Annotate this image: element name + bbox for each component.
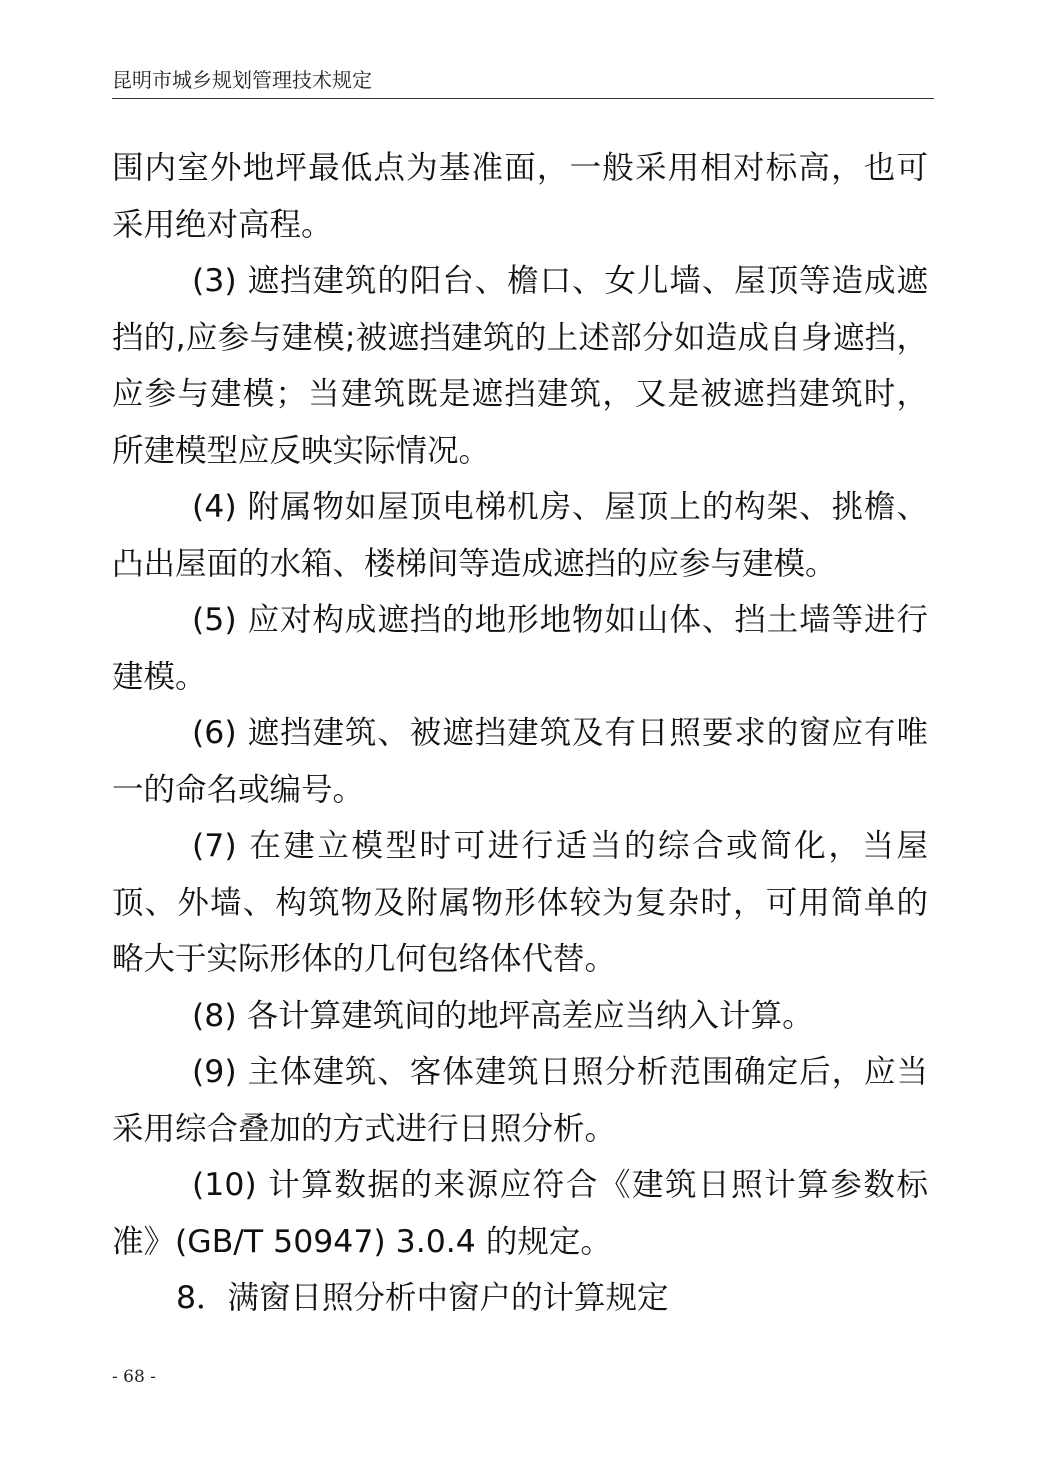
paragraph-item-6: (6) 遮挡建筑、被遮挡建筑及有日照要求的窗应有唯一的命名或编号。: [112, 715, 928, 808]
page-number: - 68 -: [112, 1367, 156, 1387]
paragraph-item-10: (10) 计算数据的来源应符合《建筑日照计算参数标准》(GB/T 50947) 3.0.4 的规定。: [112, 1167, 928, 1260]
paragraph-item-3: (3) 遮挡建筑的阳台、檐口、女儿墙、屋顶等造成遮挡的,应参与建模;被遮挡建筑的上述部分如造成自身遮挡，应参与建模；当建筑既是遮挡建筑，又是被遮挡建筑时，所建模型应反映实际情况。: [112, 263, 928, 469]
paragraph-item-7: (7) 在建立模型时可进行适当的综合或简化，当屋顶、外墙、构筑物及附属物形体较为复杂时，可用简单的略大于实际形体的几何包络体代替。: [112, 828, 928, 977]
paragraph-item-5: (5) 应对构成遮挡的地形地物如山体、挡土墙等进行建模。: [112, 602, 928, 695]
page-header: [112, 62, 934, 99]
paragraph-item-8: (8) 各计算建筑间的地坪高差应当纳入计算。: [192, 997, 814, 1034]
page-body: [112, 140, 928, 1327]
paragraph-item-9: (9) 主体建筑、客体建筑日照分析范围确定后，应当采用综合叠加的方式进行日照分析。: [112, 1054, 928, 1147]
section-heading: 8．满窗日照分析中窗户的计算规定: [176, 1280, 669, 1316]
paragraph-continuation: 围内室外地坪最低点为基准面，一般采用相对标高，也可采用绝对高程。: [112, 150, 928, 243]
paragraph-item-4: (4) 附属物如屋顶电梯机房、屋顶上的构架、挑檐、凸出屋面的水箱、楼梯间等造成遮挡的应参与建模。: [112, 489, 928, 582]
document-title: 昆明市城乡规划管理技术规定: [112, 68, 372, 92]
